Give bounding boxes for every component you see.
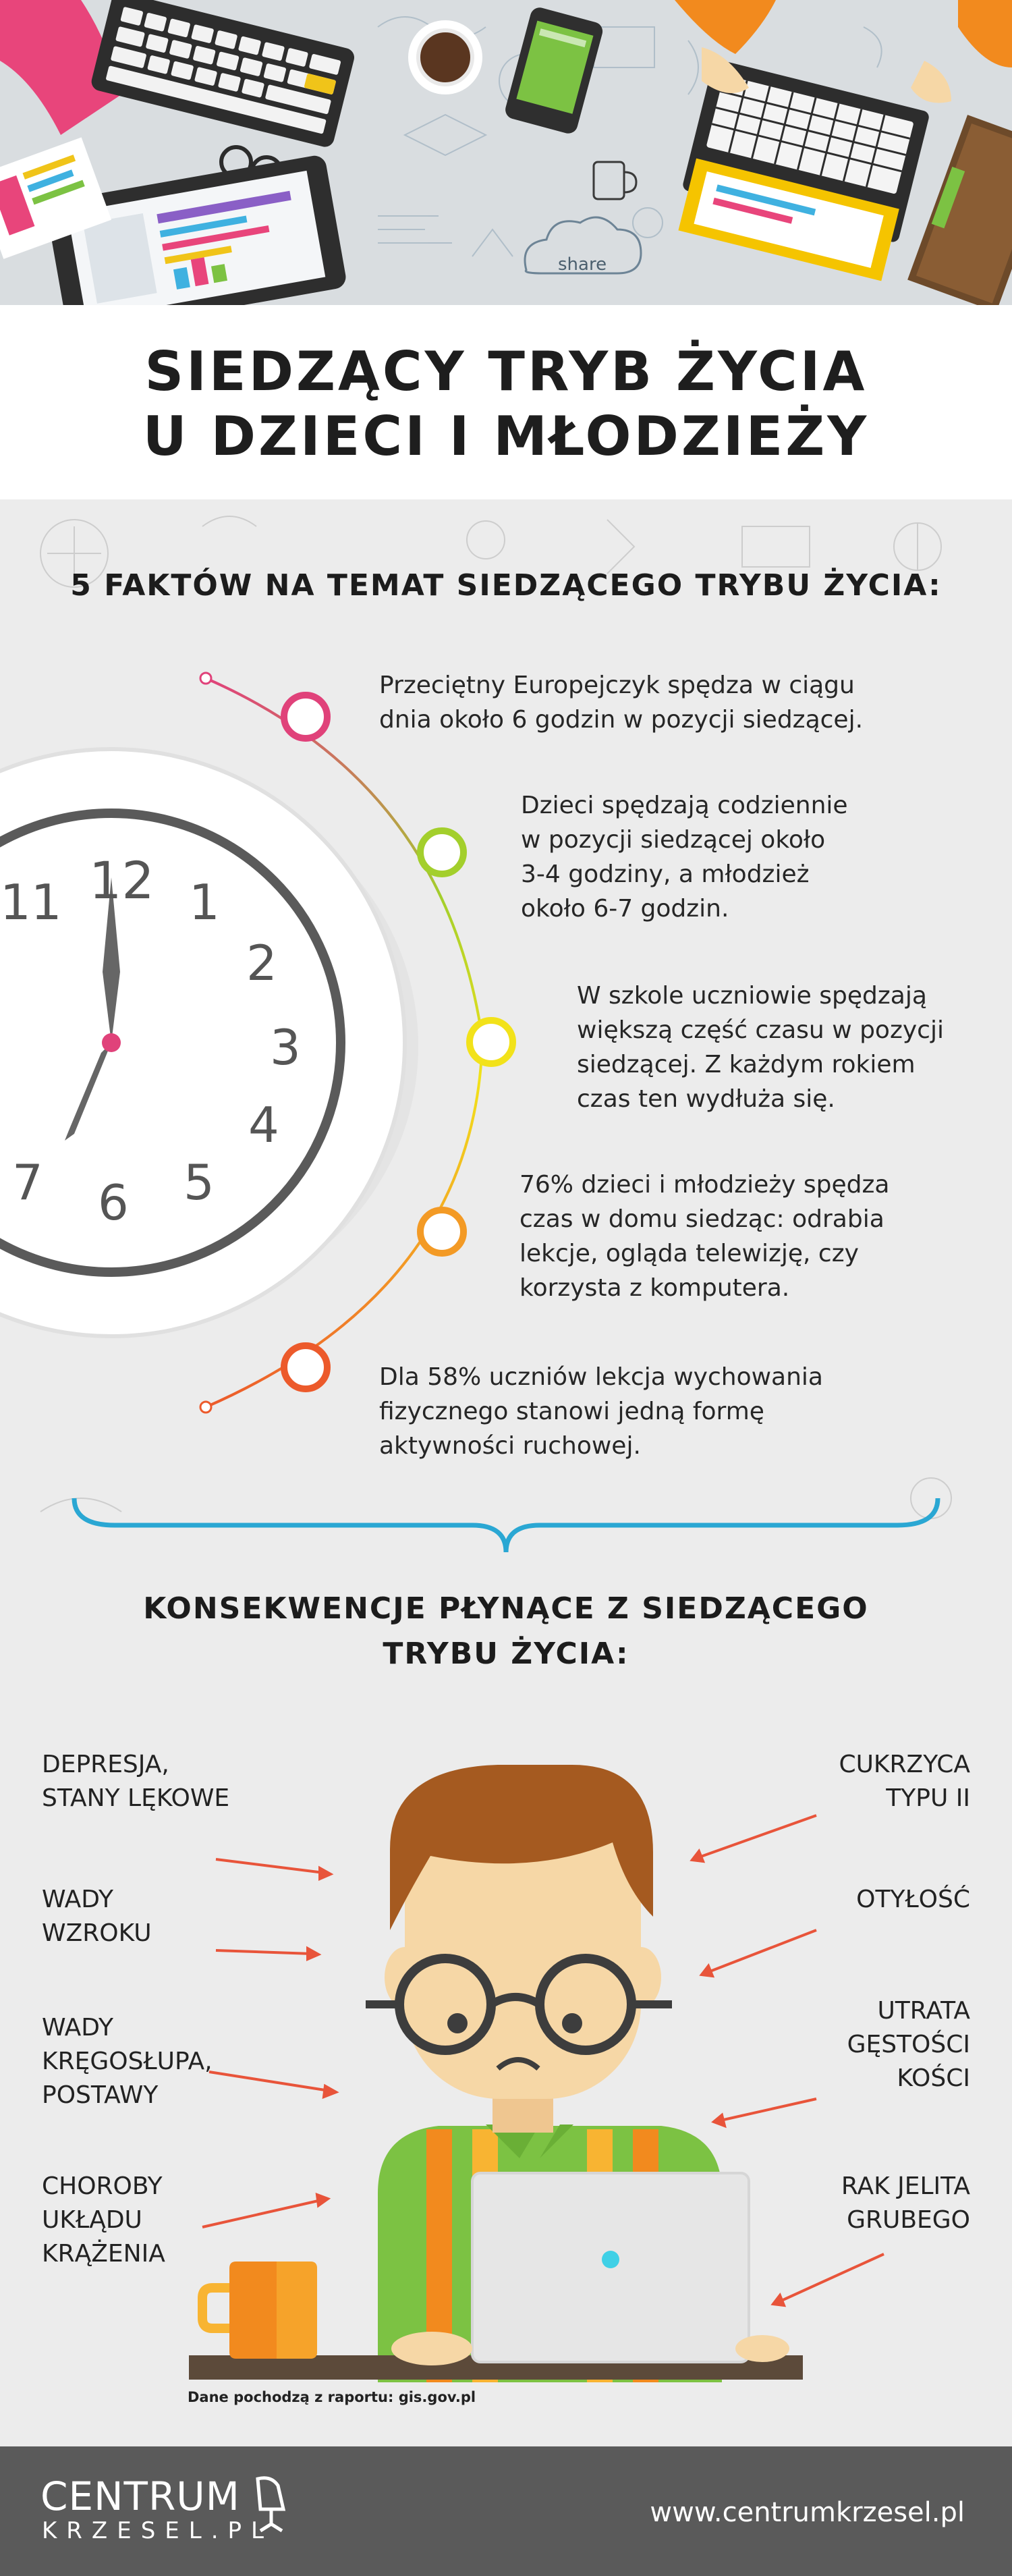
clock-number-12: 12 <box>89 850 154 910</box>
fact-2-line: Dzieci spędzają codziennie <box>521 792 848 819</box>
fact-bullet-4 <box>420 1210 463 1253</box>
consequence-line: UKŁĄDU <box>42 2206 142 2234</box>
fact-bullet-3 <box>470 1020 513 1064</box>
fact-2 <box>521 788 848 926</box>
consequences-heading-line-1: KONSEKWENCJE PŁYNĄCE Z SIEDZĄCEGO <box>143 1591 869 1626</box>
chair-icon <box>251 2475 291 2536</box>
consequence-line: CHOROBY <box>42 2172 163 2200</box>
clock-illustration <box>0 749 418 1336</box>
consequence-rak-jelita-grubego <box>841 2170 970 2237</box>
share-label: share <box>558 254 607 275</box>
fact-3-line: większą część czasu w pozycji <box>577 1016 944 1044</box>
consequence-wady-wzroku <box>42 1883 152 1950</box>
fact-3 <box>577 979 944 1116</box>
consequence-line: KRĘGOSŁUPA, <box>42 2048 213 2075</box>
consequence-depresja <box>42 1748 229 1815</box>
consequence-wady-kregoslupa <box>42 2011 213 2112</box>
fact-3-line: siedzącej. Z każdym rokiem <box>577 1051 916 1078</box>
share-cloud <box>525 217 641 275</box>
fact-3-line: W szkole uczniowie spędzają <box>577 982 927 1010</box>
consequence-otylosc <box>856 1883 970 1917</box>
clock-number-5: 5 <box>184 1154 215 1211</box>
consequence-utrata-gestosci-kosci <box>847 1994 970 2095</box>
consequence-line: POSTAWY <box>42 2081 159 2109</box>
fact-4-line: lekcje, ogląda telewizję, czy <box>519 1240 859 1267</box>
consequence-line: GĘSTOŚCI <box>847 2031 970 2058</box>
consequence-line: DEPRESJA, <box>42 1751 169 1778</box>
consequence-line: KOŚCI <box>897 2064 970 2092</box>
consequence-line: WADY <box>42 2014 113 2041</box>
fact-5 <box>379 1360 823 1463</box>
fact-4-line: czas w domu siedząc: odrabia <box>519 1205 884 1233</box>
fact-5-line: aktywności ruchowej. <box>379 1432 641 1460</box>
facts-heading: 5 FAKTÓW NA TEMAT SIEDZĄCEGO TRYBU ŻYCIA: <box>70 568 942 603</box>
consequence-line: GRUBEGO <box>847 2206 970 2234</box>
fact-2-line: w pozycji siedzącej około <box>521 826 826 854</box>
fact-2-line: około 6-7 godzin. <box>521 895 729 923</box>
fact-bullet-2 <box>420 831 463 874</box>
clock-number-4: 4 <box>248 1097 279 1153</box>
section-divider-bracket <box>74 1498 938 1552</box>
clock-number-1: 1 <box>189 874 220 931</box>
fact-1-line: dnia około 6 godzin w pozycji siedzącej. <box>379 706 864 734</box>
source-note: Dane pochodzą z raportu: gis.gov.pl <box>188 2389 476 2405</box>
consequence-line: RAK JELITA <box>841 2172 970 2200</box>
clock-number-3: 3 <box>270 1019 301 1076</box>
fact-5-line: Dla 58% uczniów lekcja wychowania <box>379 1363 823 1391</box>
consequence-line: STANY LĘKOWE <box>42 1784 230 1812</box>
fact-2-line: 3-4 godziny, a młodzież <box>521 860 810 888</box>
coffee-cup-icon <box>408 20 482 94</box>
consequence-line: WZROKU <box>42 1919 152 1947</box>
clock-number-2: 2 <box>246 935 277 991</box>
fact-bullet-1 <box>284 695 327 738</box>
website-link[interactable]: www.centrumkrzesel.pl <box>650 2497 965 2528</box>
mug-icon <box>202 2262 317 2359</box>
consequence-line: TYPU II <box>886 1784 970 1812</box>
consequences-heading-line-2: TRYBU ŻYCIA: <box>383 1637 629 1671</box>
fact-3-line: czas ten wydłuża się. <box>577 1085 835 1113</box>
consequence-line: UTRATA <box>877 1997 970 2025</box>
clock-number-11: 11 <box>0 874 62 931</box>
fact-1-line: Przeciętny Europejczyk spędza w ciągu <box>379 672 855 699</box>
clock-number-7: 7 <box>12 1154 43 1211</box>
page-title-line-2: U DZIECI I MŁODZIEŻY <box>142 405 870 468</box>
consequence-line: WADY <box>42 1886 113 1913</box>
fact-5-line: fizycznego stanowi jedną formę <box>379 1398 764 1425</box>
logo-centrum[interactable]: CENTRUM <box>40 2473 240 2519</box>
consequence-choroby-ukladu-krazenia <box>42 2170 165 2271</box>
fact-4-line: 76% dzieci i młodzieży spędza <box>519 1171 890 1199</box>
fact-1 <box>379 668 863 737</box>
hero-illustration <box>0 0 1012 305</box>
clock-number-6: 6 <box>98 1174 129 1231</box>
consequence-cukrzyca <box>839 1748 970 1815</box>
consequence-line: KRĄŻENIA <box>42 2240 165 2268</box>
fact-4-line: korzysta z komputera. <box>519 1274 790 1302</box>
consequence-line: OTYŁOŚĆ <box>856 1886 970 1913</box>
title-band <box>0 305 1012 499</box>
fact-4 <box>519 1168 889 1305</box>
hero-desk-illustration <box>0 0 1012 305</box>
fact-bullet-5 <box>284 1346 327 1389</box>
consequence-line: CUKRZYCA <box>839 1751 970 1778</box>
page-title-line-1: SIEDZĄCY TRYB ŻYCIA <box>144 340 868 403</box>
logo-krzesel[interactable]: KRZESEL.PL <box>42 2517 273 2544</box>
